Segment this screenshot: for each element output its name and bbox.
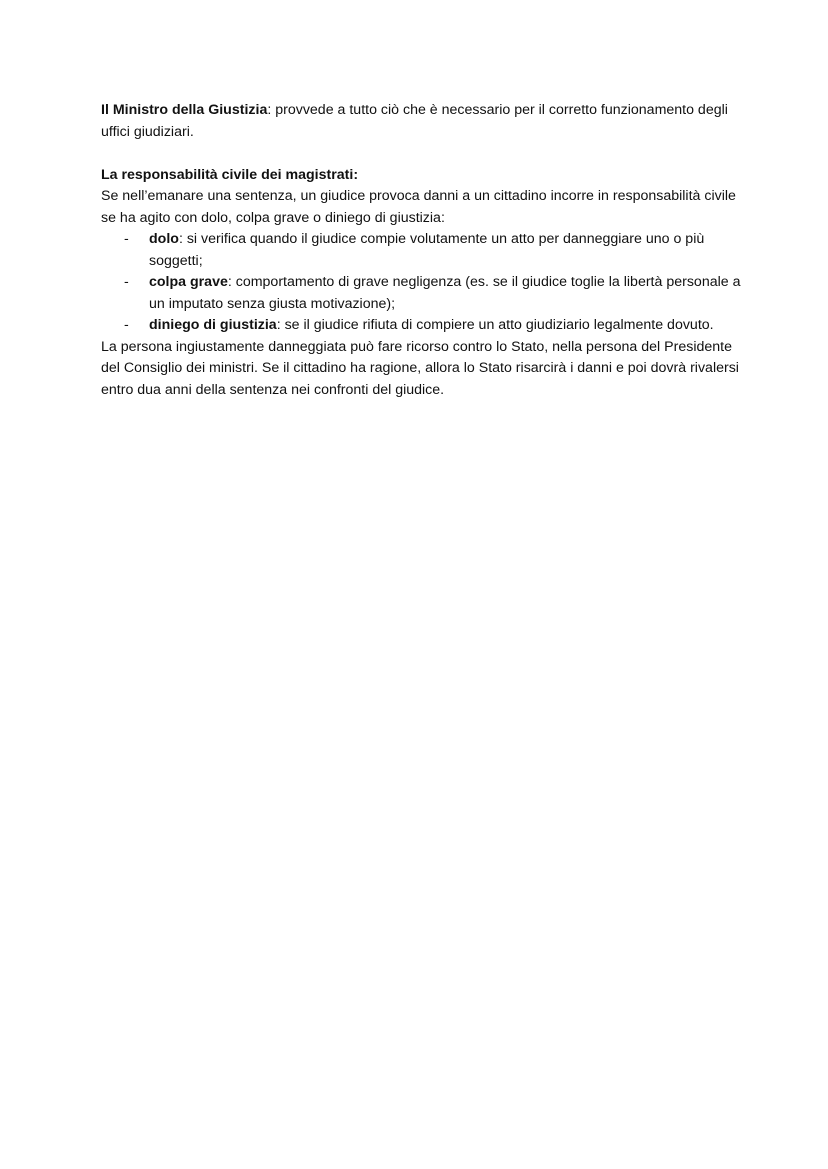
document-body [101,100,741,401]
list-item-term: dolo [149,231,179,247]
list-item-text: : comportamento di grave negligenza (es. se il giudice toglie la libertà personale a un imputato senza giusta motivazione); [149,274,741,312]
dash-bullet: - [124,317,129,333]
dash-bullet: - [124,231,129,247]
section-heading [101,165,741,187]
section-lead: Se nell’emanare una sentenza, un giudice provoca danni a un cittadino incorre in responsabilità civile se ha agito con dolo, colpa grave o diniego di giustizia: [101,188,736,226]
intro-paragraph [101,100,741,143]
list-item [101,229,741,272]
paragraph-spacer [101,143,741,165]
list-item-term: diniego di giustizia [149,317,277,333]
list-item-term: colpa grave [149,274,228,290]
list-item-text: : se il giudice rifiuta di compiere un atto giudiziario legalmente dovuto. [276,317,714,333]
list-item-text: : si verifica quando il giudice compie volutamente un atto per danneggiare uno o più soggetti; [149,231,705,269]
list-item [101,272,741,315]
closing-paragraph: La persona ingiustamente danneggiata può fare ricorso contro lo Stato, nella persona del Presidente del Consiglio dei ministri. Se il cittadino ha ragione, allora lo Stato risarcirà i danni e poi dovrà rivalersi entro dua anni della sentenza nei confronti del giudice. [101,338,739,398]
definition-list [101,229,741,337]
section-heading-text: La responsabilità civile dei magistrati: [101,166,359,183]
intro-term: Il Ministro della Giustizia [101,102,268,118]
intro-text: : provvede a tutto ciò che è necessario per il corretto funzionamento degli uffici giudiziari. [101,102,728,140]
list-item [101,315,741,337]
dash-bullet: - [124,274,129,290]
